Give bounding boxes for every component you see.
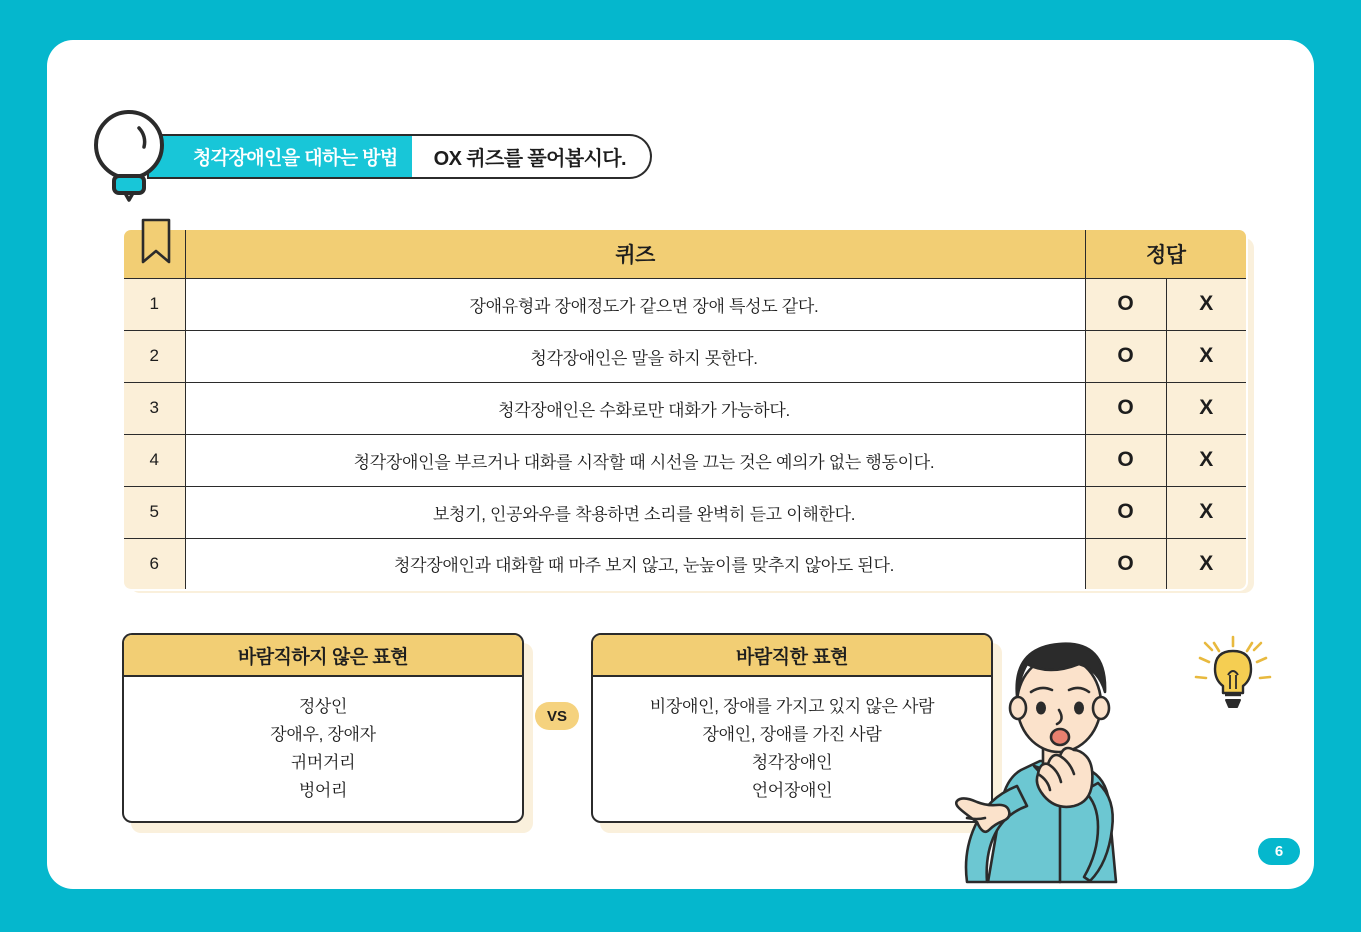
quiz-row-text: 청각장애인은 수화로만 대화가 가능하다.: [185, 382, 1085, 434]
quiz-row-number: 3: [123, 382, 185, 434]
quiz-answer-o-option[interactable]: O: [1085, 382, 1166, 434]
quiz-table-row: [123, 486, 1247, 538]
quiz-answer-x-option[interactable]: X: [1166, 486, 1247, 538]
quiz-row-number: 1: [123, 278, 185, 330]
banner-bar: [147, 134, 652, 179]
desirable-expression-item: 청각장애인: [751, 753, 833, 772]
quiz-table-body: [123, 278, 1247, 590]
quiz-table-row: [123, 330, 1247, 382]
quiz-row-text: 청각장애인을 부르거나 대화를 시작할 때 시선을 끄는 것은 예의가 없는 행동이다.: [185, 434, 1085, 486]
quiz-row-number: 2: [123, 330, 185, 382]
quiz-answer-x-option[interactable]: X: [1166, 278, 1247, 330]
desirable-expressions-list: [593, 677, 991, 822]
page-number-badge: 6: [1258, 838, 1300, 865]
idea-lightbulb-icon: [1192, 633, 1274, 723]
desirable-expression-item: 장애인, 장애를 가진 사람: [702, 725, 882, 745]
quiz-row-text: 보청기, 인공와우를 착용하면 소리를 완벽히 듣고 이해한다.: [185, 486, 1085, 538]
quiz-row-number: 4: [123, 434, 185, 486]
quiz-answer-x-option[interactable]: X: [1166, 434, 1247, 486]
quiz-table-wrapper: [122, 228, 1254, 593]
quiz-answer-x-option[interactable]: X: [1166, 382, 1247, 434]
quiz-table-row: [123, 278, 1247, 330]
undesirable-expression-item: 정상인: [298, 697, 348, 717]
lightbulb-icon: [85, 105, 175, 203]
undesirable-expression-item: 장애우, 장애자: [270, 725, 376, 745]
quiz-row-text: 청각장애인은 말을 하지 못한다.: [185, 330, 1085, 382]
quiz-table-row: [123, 382, 1247, 434]
quiz-answer-x-option[interactable]: X: [1166, 538, 1247, 590]
banner-category: [147, 134, 412, 179]
quiz-row-number: 6: [123, 538, 185, 590]
banner-category-label: 청각장애인을 대하는 방법: [193, 148, 398, 169]
bookmark-ribbon-icon: [141, 218, 171, 266]
section-banner: [85, 105, 685, 205]
undesirable-expressions-box: [122, 633, 524, 823]
quiz-table-head: [123, 229, 1247, 278]
quiz-table-header-row: [123, 229, 1247, 278]
quiz-row-text: 장애유형과 장애정도가 같으면 장애 특성도 같다.: [185, 278, 1085, 330]
quiz-header-answer: 정답: [1085, 229, 1247, 278]
undesirable-expression-item: 벙어리: [298, 780, 348, 800]
surprised-person-pointing-icon: [955, 600, 1205, 890]
quiz-table-row: [123, 434, 1247, 486]
undesirable-expression-item: 귀머거리: [290, 753, 356, 772]
desirable-expression-item: 언어장애인: [751, 780, 833, 800]
banner-title: [412, 134, 652, 179]
quiz-row-number: 5: [123, 486, 185, 538]
quiz-answer-o-option[interactable]: O: [1085, 538, 1166, 590]
desirable-expressions-box: [591, 633, 993, 823]
quiz-answer-x-option[interactable]: X: [1166, 330, 1247, 382]
banner-title-label: OX 퀴즈를 풀어봅시다.: [433, 148, 626, 170]
quiz-table: [122, 228, 1248, 591]
desirable-expression-item: 비장애인, 장애를 가지고 있지 않은 사람: [649, 697, 935, 717]
vs-badge: VS: [535, 702, 579, 730]
quiz-answer-o-option[interactable]: O: [1085, 278, 1166, 330]
undesirable-expressions-list: [124, 677, 522, 822]
quiz-answer-o-option[interactable]: O: [1085, 434, 1166, 486]
desirable-expressions-title: 바람직한 표현: [593, 635, 991, 677]
quiz-table-row: [123, 538, 1247, 590]
quiz-header-quiz: 퀴즈: [185, 229, 1085, 278]
undesirable-expressions-title: 바람직하지 않은 표현: [124, 635, 522, 677]
quiz-answer-o-option[interactable]: O: [1085, 330, 1166, 382]
quiz-answer-o-option[interactable]: O: [1085, 486, 1166, 538]
quiz-row-text: 청각장애인과 대화할 때 마주 보지 않고, 눈높이를 맞추지 않아도 된다.: [185, 538, 1085, 590]
